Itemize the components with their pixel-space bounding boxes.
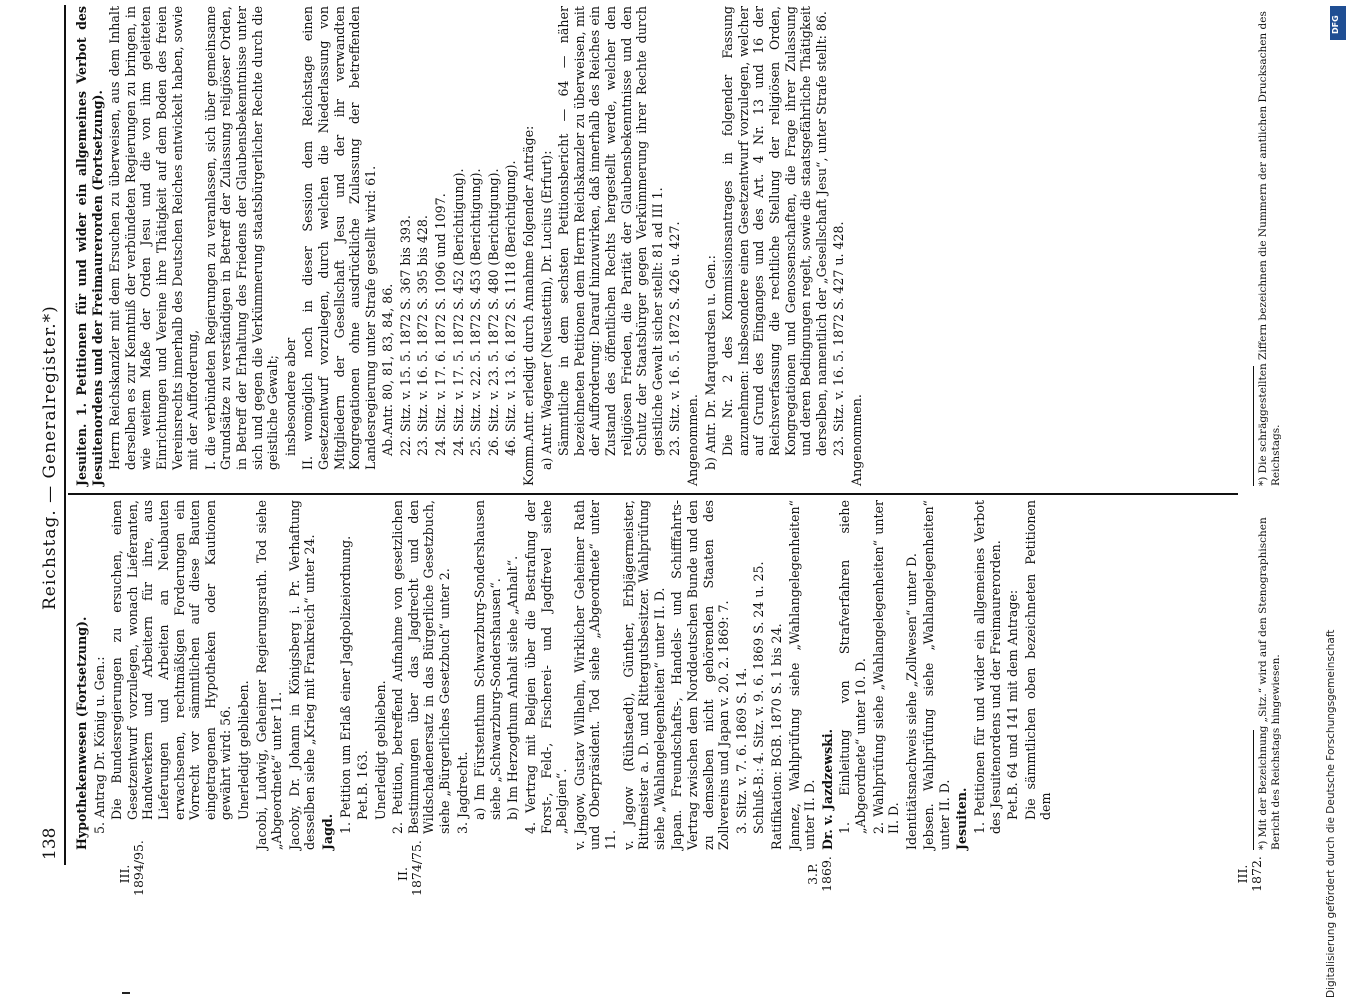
paragraph: Angenommen.	[684, 394, 700, 486]
paragraph: Angenommen.	[848, 394, 864, 486]
margin-note: III. 1894/95.	[117, 840, 146, 896]
paragraph: Pet.B. 163.	[355, 750, 371, 820]
paragraph: Unerledigt geblieben.	[372, 680, 388, 820]
footnote: *) Mit der Bezeichnung „Sitz.“ wird auf den Stenographischen Bericht des Reichstags hingewiesen.	[1257, 517, 1282, 850]
paragraph: 24. Sitz. v. 17. 5. 1872 S. 452 (Berichtigung).	[450, 168, 466, 456]
paragraph: a) Antr. Wagener (Neustettin), Dr. Lucius (Erfurt):	[538, 150, 554, 470]
entry: v. Jagow, Gustav Wilhelm, Wirklicher Geheimer Rath und Oberpräsident. Tod siehe „Abgeordnete“ unter 11.	[571, 500, 618, 850]
paragraph: Pet.B. 64 und 141 mit dem Antrage:	[1005, 589, 1021, 820]
paragraph: 3. Jagdrecht.	[454, 751, 470, 834]
dfg-logo	[1330, 6, 1346, 40]
digitization-credit: Digitalisierung gefördert durch die Deutsche Forschungsgemeinschaft	[1325, 629, 1337, 998]
paragraph: Die Nr. 2 des Kommissionsantrages in folgender Fassung anzunehmen: Insbesondere einen Gesetzentwurf vorzulegen, welcher auf Grund des Einganges und des Art. 4 Nr. 13 und 16 der Reichsverfassung die rechtliche Stellung der religiösen Orden, Kongregationen und Genossenschaften, die Frage ihrer Zulassung und deren Bedingungen regelt, sowie die staatsgefährliche Thätigkeit derselben, namentlich der „Gesellschaft Jesu“, unter Strafe stellt: 86.	[720, 6, 829, 456]
entry: Jacoby, Dr. Johann in Königsberg i. Pr. Verhaftung desselben siehe „Krieg mit Frankreich“ unter 24.	[286, 500, 318, 850]
entry-heading: Jesuiten.	[954, 787, 970, 850]
entry-heading: Jesuiten. 1. Petitionen für und wider ein allgemeines Verbot des Jesuitenordens und der Freimaurerorden (Fortsetzung).	[74, 6, 105, 486]
margin-note: II. 1874/75.	[395, 840, 424, 896]
paragraph: 23. Sitz. v. 16. 5. 1872 S. 427 u. 428.	[831, 221, 847, 456]
page-number: 138	[40, 827, 60, 860]
footnote-rule	[1253, 730, 1254, 850]
paragraph: 23. Sitz. v. 16. 5. 1872 S. 426 u. 427.	[667, 221, 683, 456]
left-column	[74, 500, 1056, 850]
scan-mark	[122, 992, 130, 994]
paragraph: II. womöglich noch in dieser Session dem Reichstage einen Gesetzentwurf vorzulegen, durch welchen die Niederlassung von Mitgliedern der Gesellschaft Jesu und der ihr verwandten Kongregationen ohne ausdrückliche Zulassung der betreffenden Landesregierung unter Strafe gestellt wird: 61.	[300, 6, 378, 470]
entry: Jacobi, Ludwig, Geheimer Regierungsrath. Tod siehe „Abgeordnete“ unter 11.	[253, 500, 285, 850]
paragraph: 3. Sitz. v. 7. 6. 1869 S. 14.	[733, 667, 749, 834]
paragraph: Ratifikation: BGB. 1870 S. 1 bis 24.	[768, 623, 784, 850]
paragraph: 1. Petitionen für und wider ein allgemeines Verbot des Jesuitenordens und der Freimaurerorden.	[972, 500, 1003, 834]
footnote-rule	[1253, 366, 1254, 486]
column-divider	[68, 493, 1238, 495]
paragraph: 2. Petition, betreffend Aufnahme von gesetzlichen Bestimmungen über das Jagdrecht und den Wildschadenersatz in das Bürgerliche Gesetzbuch, siehe „Bürgerliches Gesetzbuch“ unter 2.	[390, 500, 453, 834]
paragraph: 23. Sitz. v. 16. 5. 1872 S. 395 bis 428.	[415, 215, 431, 456]
paragraph: 4. Vertrag mit Belgien über die Bestrafung der Forst-, Feld-, Fischerei- und Jagdfrevel siehe „Belgien“.	[523, 500, 570, 834]
paragraph: 25. Sitz. v. 22. 5. 1872 S. 453 (Berichtigung).	[468, 168, 484, 456]
paragraph: I. die verbündeten Regierungen zu veranlassen, sich über gemeinsame Grundsätze zu verständigen in Betreff der Zulassung religiöser Orden, in Betreff der Erhaltung des Friedens der Glaubensbekenntnisse unter sich und gegen die Verkümmerung staatsbürgerlicher Rechte durch die geistliche Gewalt;	[202, 6, 281, 470]
entry-heading: Jagd.	[319, 813, 335, 850]
paragraph: 1. Einleitung von Strafverfahren siehe „Abgeordnete“ unter 10. D.	[837, 500, 868, 834]
paragraph: insbesondere aber	[282, 337, 298, 456]
entry: v. Jagow (Rühstaedt), Günther, Erbjägermeister, Rittmeister a. D. und Rittergutsbesitzer. Wahlprüfung siehe „Wahlangelegenheiten“ unter II. D.	[620, 500, 667, 850]
paragraph: Sämmtliche in dem sechsten Petitionsbericht — 64 — näher bezeichneten Petitionen dem Herrn Reichskanzler zu überweisen, mit der Aufforderung: Darauf hinzuwirken, daß innerhalb des Reiches ein Zustand des öffentlichen Rechts hergestellt werde, welcher den religiösen Frieden, die Parität der Glaubensbekenntnisse und den Schutz der Staatsbürger gegen Verkümmerung ihrer Rechte durch geistliche Gewalt sicher stellt: 81 ad III 1.	[556, 6, 665, 456]
paragraph: 26. Sitz. v. 23. 5. 1872 S. 480 (Berichtigung).	[485, 168, 501, 456]
footnote: *) Die schräggestellten Ziffern bezeichnen die Nummern der amtlichen Drucksachen des Reichstags.	[1257, 11, 1282, 486]
entry: Jebsen. Wahlprüfung siehe „Wahlangelegenheiten“ unter II. D.	[921, 500, 952, 850]
paragraph: Ab.Antr. 80, 81, 83, 84, 86.	[380, 283, 396, 456]
paragraph: Die Bundesregierungen zu ersuchen, einen Gesetzentwurf vorzulegen, wonach Lieferanten, Handwerkern und Arbeitern für ihre, aus Lieferungen und Arbeiten an Neubauten erwachsenen, rechtmäßigen Forderungen ein Vorrecht vor sämmtlichen auf diese Bauten eingetragenen Hypotheken oder Kautionen gewährt wird: 56.	[109, 500, 234, 820]
entry-heading: Hypothekenwesen (Fortsetzung).	[74, 616, 89, 850]
page-title: Reichstag. — Generalregister.*)	[40, 305, 60, 610]
paragraph: Unerledigt geblieben.	[235, 680, 251, 820]
margin-note: 3.P. 1869.	[805, 856, 834, 892]
page-header	[38, 0, 64, 1000]
paragraph: a) Im Fürstenthum Schwarzburg-Sondershausen siehe „Schwarzburg-Sondershausen“.	[472, 500, 503, 820]
paragraph: 1. Petition um Erlaß einer Jagdpolizeiordnung.	[337, 535, 353, 834]
margin-note: III. 1872.	[1235, 856, 1264, 892]
header-rule	[64, 5, 66, 865]
paragraph: Die sämmtlichen oben bezeichneten Petitionen dem	[1022, 500, 1054, 820]
paragraph: 2. Wahlprüfung siehe „Wahlangelegenheiten“ unter II. D.	[870, 500, 902, 834]
paragraph: 46. Sitz. v. 13. 6. 1872 S. 1118 (Berichtigung).	[503, 160, 519, 456]
paragraph: Herrn Reichskanzler mit dem Ersuchen zu überweisen, aus dem Inhalt derselben es zur Kenntniß der verbündeten Regierungen zu bringen, in wie weitem Maße der Orden Jesu und die von ihm geleiteten Einrichtungen und Vereine ihre Thätigkeit auf dem Boden des freien Vereinsrechts innerhalb des Deutschen Reiches entwickelt haben, sowie mit der Aufforderung,	[107, 6, 201, 470]
paragraph: 5. Antrag Dr. König u. Gen.:	[91, 656, 107, 834]
paragraph: 22. Sitz. v. 15. 5. 1872 S. 367 bis 393.	[397, 215, 413, 456]
paragraph: Komm.Antr. erledigt durch Annahme folgender Anträge:	[521, 125, 537, 486]
entry-heading: Dr. v. Jazdzewski.	[819, 728, 835, 850]
paragraph: Schluß-B.: 4. Sitz. v. 9. 6. 1869 S. 24 u. 25.	[751, 561, 767, 834]
dfg-logo-text: DFG	[1331, 15, 1340, 34]
right-column	[74, 6, 867, 486]
paragraph: b) Im Herzogthum Anhalt siehe „Anhalt“.	[505, 555, 521, 820]
entry: Japan. Freundschafts-, Handels- und Schifffahrts-Vertrag zwischen dem Norddeutschen Bunde und den zu demselben nicht gehörenden Staaten des Zollvereins und Japan v. 20. 2. 1869: 7.	[669, 500, 732, 850]
paragraph: b) Antr. Dr. Marquardsen u. Gen.:	[702, 255, 718, 470]
entry: Identitätsnachweis siehe „Zollwesen“ unter D.	[903, 553, 919, 850]
paragraph: 24. Sitz. v. 17. 6. 1872 S. 1096 und 1097.	[433, 193, 449, 456]
entry: Jannez, Wahlprüfung siehe „Wahlangelegenheiten“ unter II. D.	[786, 500, 818, 850]
